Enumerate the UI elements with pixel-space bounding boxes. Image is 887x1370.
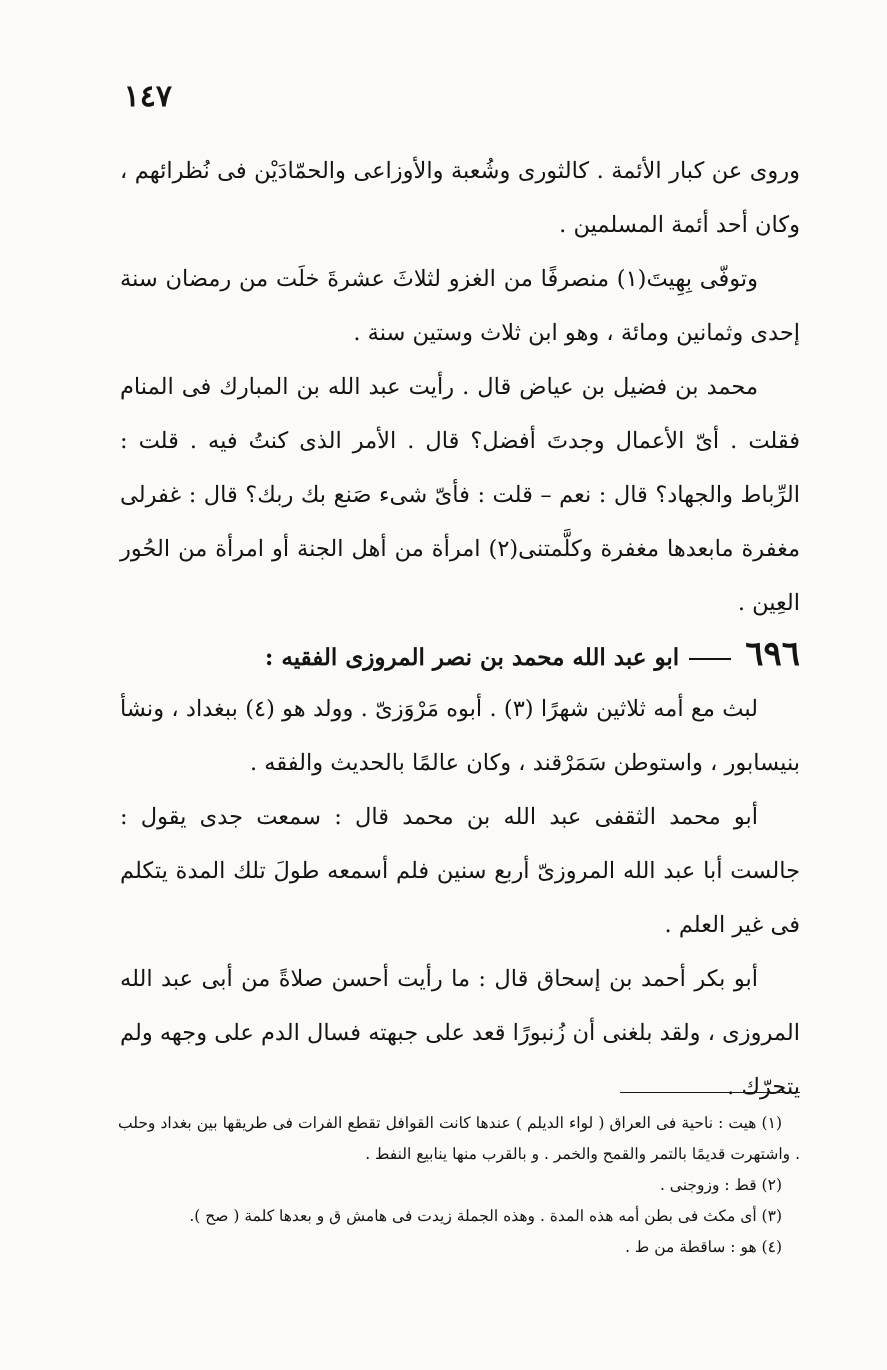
section-number: ٦٩٦ [745,634,800,674]
section-dash [689,658,731,660]
footnote-4: (٤) هو : ساقطة من ط . [625,1238,782,1256]
section-title: ابو عبد الله محمد بن نصر المروزى الفقيه : [264,644,680,671]
footnote-3: (٣) أى مكث فى بطن أمه هذه المدة . وهذه الجملة زيدت فى هامش ق و بعدها كلمة ( صح ). [189,1207,782,1225]
main-text [120,144,800,1114]
section-paragraph-1: لبث مع أمه ثلاثين شهرًا (٣) . أبوه مَرْوَزىّ . وولد هو (٤) ببغداد ، ونشأ بنيسابور ، واستوطن سَمَرْقند ، وكان عالمًا بالحديث والفقه . [120,696,800,776]
paragraph-3: محمد بن فضيل بن عياض قال . رأيت عبد الله بن المبارك فى المنام فقلت . أىّ الأعمال وجدتَ أفضل؟ قال . الأمر الذى كنتُ فيه . قلت : الرِّباط والجهاد؟ قال : نعم – قلت : فأىّ شىء صَنع بك ربك؟ قال : غفرلى مغفرة مابعدها مغفرة وكلَّمتنى(٢) امرأة من أهل الجنة أو امرأة من الحُور العِين . [120,374,801,616]
footnote-1: (١) هيت : ناحية فى العراق ( لواء الديلم ) عندها كانت القوافل تقطع الفرات فى طريقها بين بغداد وحلب . واشتهرت قديمًا بالتمر والقمح والخمر . و بالقرب منها ينابيع النفط . [118,1114,800,1163]
section-paragraph-2: أبو محمد الثقفى عبد الله بن محمد قال : سمعت جدى يقول : جالست أبا عبد الله المروزىّ أربع سنين فلم أسمعه طولَ تلك المدة يتكلم فى غير العلم . [120,804,800,938]
footnote-2: (٢) قط : وزوجنى . [659,1176,782,1194]
footnote-divider [620,1092,800,1093]
page-number: ١٤٧ [123,79,172,114]
section-heading [120,630,800,682]
paragraph-1: وروى عن كبار الأئمة . كالثورى وشُعبة والأوزاعى والحمّادَيْن فى نُظرائهم ، وكان أحد أئمة المسلمين . [120,158,800,238]
book-page [120,70,800,1310]
paragraph-2: وتوفّى بِهِيتَ(١) منصرفًا من الغزو لثلاثَ عشرةَ خلَت من رمضان سنة إحدى وثمانين ومائة ، وهو ابن ثلاث وستين سنة . [120,266,800,346]
section-paragraph-3: أبو بكر أحمد بن إسحاق قال : ما رأيت أحسن صلاةً من أبى عبد الله المروزى ، ولقد بلغنى أن زُنبورًا قعد على جبهته فسال الدم على وجهه ولم يتحرّك . [120,966,800,1100]
footnotes [118,1108,800,1263]
